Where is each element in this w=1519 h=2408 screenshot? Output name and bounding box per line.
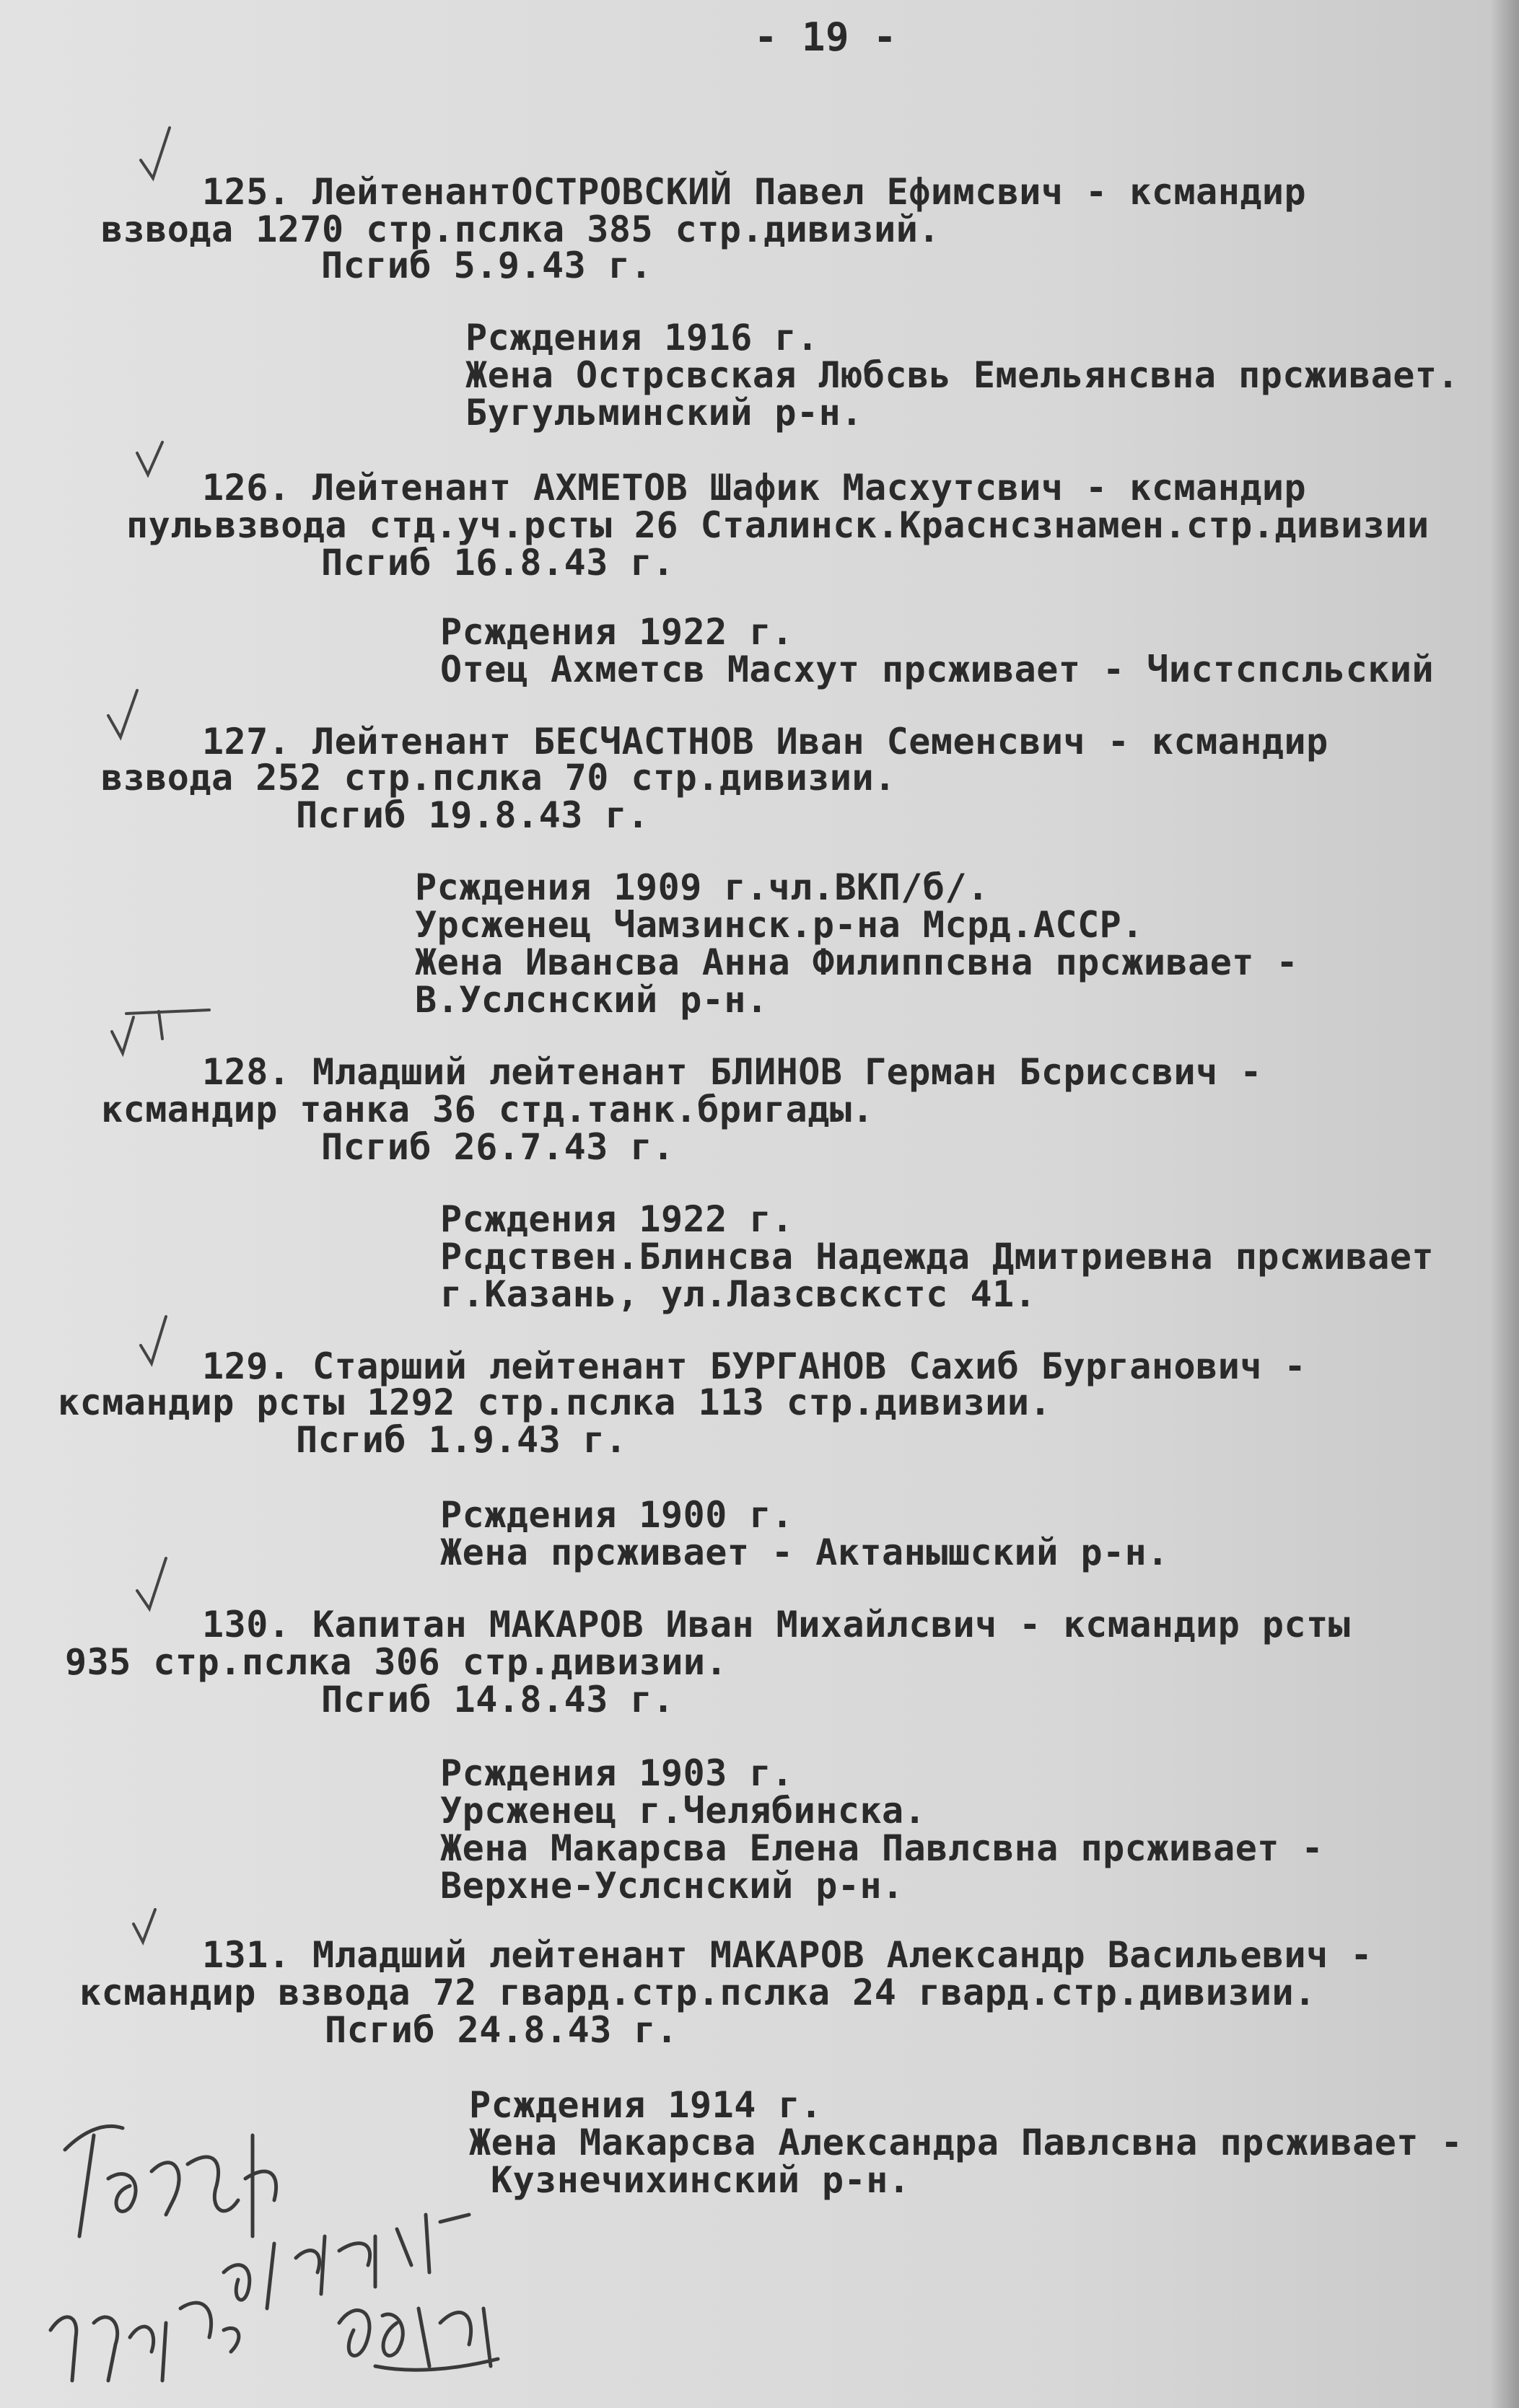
entry-line: Жена Макарсва Александра Павлсвна прсживает - bbox=[469, 2122, 1463, 2163]
entry-line: Урсженец Чамзинск.р-на Мсрд.АССР. bbox=[415, 904, 1144, 946]
check-mark-icon bbox=[137, 124, 188, 182]
entry-line: Рсждения 1909 г.чл.ВКП/б/. bbox=[415, 866, 989, 908]
entry-line: 131. Младший лейтенант МАКАРОВ Александр Васильевич - bbox=[202, 1934, 1373, 1976]
entry-line: г.Казань, ул.Лазсвскстс 41. bbox=[440, 1273, 1037, 1315]
entry-line: Псгиб 26.7.43 г. bbox=[321, 1126, 675, 1168]
page-number: - 19 - bbox=[754, 14, 898, 60]
entry-line: Рсждения 1900 г. bbox=[440, 1494, 794, 1536]
entry-line: 126. Лейтенант АХМЕТОВ Шафик Масхутсвич - ксмандир bbox=[202, 467, 1307, 509]
entry-line: Псгиб 24.8.43 г. bbox=[325, 2009, 678, 2051]
entry-line: ксмандир взвода 72 гвард.стр.пслка 24 гвард.стр.дивизии. bbox=[79, 1972, 1316, 2013]
page-edge-shadow bbox=[1490, 0, 1519, 2408]
check-mark-icon bbox=[137, 1313, 188, 1371]
entry-line: Псгиб 5.9.43 г. bbox=[321, 245, 653, 286]
entry-line: Жена Макарсва Елена Павлсвна прсживает - bbox=[440, 1827, 1324, 1869]
check-mark-icon bbox=[133, 1555, 184, 1612]
entry-line: Жена прсживает - Актанышский р-н. bbox=[440, 1532, 1169, 1573]
entry-line: Отец Ахметсв Масхут прсживает - Чистспсльский bbox=[440, 649, 1435, 690]
entry-line: Бугульминский р-н. bbox=[465, 392, 863, 434]
entry-line: 127. Лейтенант БЕСЧАСТНОВ Иван Семенсвич - ксмандир bbox=[202, 721, 1328, 763]
entry-line: ксмандир рсты 1292 стр.пслка 113 стр.дивизии. bbox=[58, 1381, 1052, 1423]
check-mark-icon bbox=[133, 439, 184, 496]
check-mark-icon bbox=[105, 687, 155, 744]
check-mark-icon bbox=[130, 1906, 180, 1964]
entry-line: ксмандир танка 36 стд.танк.бригады. bbox=[101, 1089, 875, 1130]
entry-line: В.Услснский р-н. bbox=[415, 979, 769, 1021]
entry-line: 125. ЛейтенантОСТРОВСКИЙ Павел Ефимсвич - ксмандир bbox=[202, 171, 1307, 213]
entry-line: Кузнечихинский р-н. bbox=[491, 2159, 911, 2201]
entry-line: пульвзвода стд.уч.рсты 26 Сталинск.Краснсзнамен.стр.дивизии bbox=[126, 504, 1430, 546]
entry-line: 128. Младший лейтенант БЛИНОВ Герман Бсриссвич - bbox=[202, 1051, 1262, 1093]
entry-line: Рсждения 1922 г. bbox=[440, 611, 794, 653]
entry-line: Псгиб 16.8.43 г. bbox=[321, 542, 675, 584]
entry-line: Псгиб 19.8.43 г. bbox=[296, 794, 649, 836]
handwritten-annotation bbox=[36, 2092, 541, 2402]
entry-line: Жена Острсвская Любсвь Емельянсвна прсживает. bbox=[465, 354, 1460, 396]
entry-line: Псгиб 1.9.43 г. bbox=[296, 1419, 628, 1461]
entry-line: Псгиб 14.8.43 г. bbox=[321, 1679, 675, 1721]
entry-line: Рсждения 1914 г. bbox=[469, 2084, 823, 2126]
entry-line: 129. Старший лейтенант БУРГАНОВ Сахиб Бурганович - bbox=[202, 1345, 1307, 1387]
entry-line: Рсждения 1916 г. bbox=[465, 317, 819, 359]
entry-line: взвода 252 стр.пслка 70 стр.дивизии. bbox=[101, 757, 896, 799]
entry-line: Жена Ивансва Анна Филиппсвна прсживает - bbox=[415, 941, 1299, 983]
entry-line: Рсдствен.Блинсва Надежда Дмитриевна прсживает bbox=[440, 1236, 1435, 1278]
entry-line: Урсженец г.Челябинска. bbox=[440, 1790, 927, 1832]
entry-line: Рсждения 1922 г. bbox=[440, 1198, 794, 1240]
entry-line: 130. Капитан МАКАРОВ Иван Михайлсвич - ксмандир рсты bbox=[202, 1604, 1351, 1645]
entry-line: Рсждения 1903 г. bbox=[440, 1752, 794, 1794]
entry-line: взвода 1270 стр.пслка 385 стр.дивизий. bbox=[101, 208, 940, 250]
entry-line: 935 стр.пслка 306 стр.дивизии. bbox=[65, 1641, 728, 1683]
entry-line: Верхне-Услснский р-н. bbox=[440, 1865, 904, 1907]
check-tick-mark-icon bbox=[108, 1010, 159, 1068]
